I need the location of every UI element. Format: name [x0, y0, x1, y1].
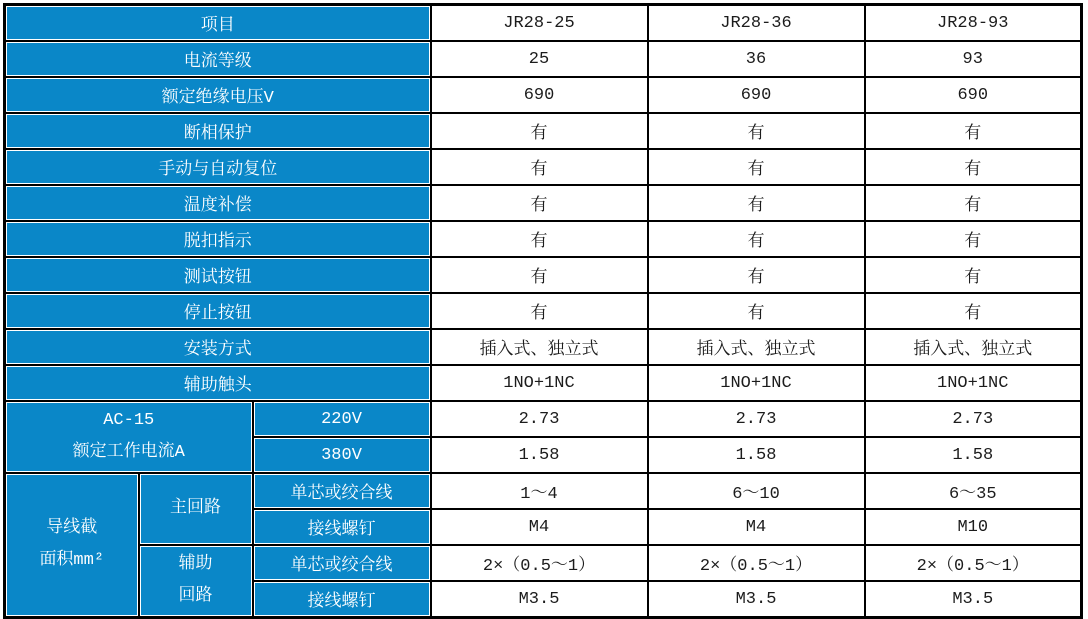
value-cell: 1.58: [865, 437, 1082, 473]
circuit-group-name: 主回路: [170, 499, 221, 518]
value-cell: 6～10: [648, 473, 865, 509]
value-cell: 有: [648, 257, 865, 293]
value-cell: 有: [431, 113, 648, 149]
value-cell: 有: [431, 293, 648, 329]
wire-type-cell: 接线螺钉: [253, 581, 431, 618]
row-label-cell: 脱扣指示: [5, 221, 431, 257]
value-cell: 2.73: [648, 401, 865, 437]
conductor-label-line1: 导线截: [46, 519, 98, 538]
row-label-cell: 停止按钮: [5, 293, 431, 329]
value-cell: 有: [648, 149, 865, 185]
row-label-cell: 测试按钮: [5, 257, 431, 293]
value-cell: 有: [865, 149, 1082, 185]
value-cell: 690: [431, 77, 648, 113]
value-cell: 1NO+1NC: [648, 365, 865, 401]
value-cell: 有: [431, 221, 648, 257]
row-label-cell: 温度补偿: [5, 185, 431, 221]
value-cell: 1.58: [431, 437, 648, 473]
table-row: [5, 185, 1082, 221]
wire-type-cell: 单芯或绞合线: [253, 545, 431, 581]
value-cell: 2×（0.5～1）: [865, 545, 1082, 581]
spec-table: [3, 3, 1083, 619]
value-cell: 2.73: [431, 401, 648, 437]
value-cell: 690: [865, 77, 1082, 113]
value-cell: 6～35: [865, 473, 1082, 509]
table-row: [5, 545, 1082, 581]
table-row: [5, 293, 1082, 329]
value-cell: 690: [648, 77, 865, 113]
conductor-label-line2: 面积mm²: [39, 551, 105, 570]
table-row: [5, 41, 1082, 77]
value-cell: 1～4: [431, 473, 648, 509]
table-row: [5, 401, 1082, 437]
table-row: [5, 473, 1082, 509]
header-item-cell: 项目: [5, 5, 431, 42]
conductor-label-cell: [5, 473, 139, 618]
value-cell: 插入式、独立式: [648, 329, 865, 365]
value-cell: 有: [865, 185, 1082, 221]
table-row: [5, 221, 1082, 257]
value-cell: 有: [648, 113, 865, 149]
value-cell: M3.5: [648, 581, 865, 618]
row-label-cell: 额定绝缘电压V: [5, 77, 431, 113]
value-cell: 2.73: [865, 401, 1082, 437]
value-cell: M4: [431, 509, 648, 545]
model-header-cell: JR28-36: [648, 5, 865, 42]
circuit-group-cell: [139, 473, 253, 545]
value-cell: 有: [431, 257, 648, 293]
value-cell: 36: [648, 41, 865, 77]
circuit-group-cell: [139, 545, 253, 618]
table-row: [5, 77, 1082, 113]
table-row: [5, 149, 1082, 185]
wire-type-cell: 单芯或绞合线: [253, 473, 431, 509]
value-cell: 插入式、独立式: [431, 329, 648, 365]
value-cell: 有: [431, 149, 648, 185]
value-cell: 2×（0.5～1）: [431, 545, 648, 581]
value-cell: 有: [431, 185, 648, 221]
row-label-cell: 手动与自动复位: [5, 149, 431, 185]
ac15-label-line2: 额定工作电流A: [72, 443, 185, 462]
ac15-label-line1: AC-15: [103, 411, 155, 430]
row-label-cell: 电流等级: [5, 41, 431, 77]
value-cell: 2×（0.5～1）: [648, 545, 865, 581]
value-cell: 25: [431, 41, 648, 77]
header-row: [5, 5, 1082, 42]
table-row: [5, 257, 1082, 293]
value-cell: M10: [865, 509, 1082, 545]
wire-type-cell: 接线螺钉: [253, 509, 431, 545]
voltage-cell: 220V: [253, 401, 431, 437]
value-cell: 插入式、独立式: [865, 329, 1082, 365]
table-row: [5, 329, 1082, 365]
row-label-cell: 安装方式: [5, 329, 431, 365]
value-cell: 1.58: [648, 437, 865, 473]
model-header-cell: JR28-25: [431, 5, 648, 42]
value-cell: 有: [865, 113, 1082, 149]
circuit-group-name-line2: 回路: [178, 587, 213, 606]
ac15-label-cell: [5, 401, 253, 473]
circuit-group-name-line1: 辅助: [178, 555, 213, 574]
row-label-cell: 辅助触头: [5, 365, 431, 401]
value-cell: 有: [865, 257, 1082, 293]
voltage-cell: 380V: [253, 437, 431, 473]
value-cell: M4: [648, 509, 865, 545]
value-cell: 有: [648, 221, 865, 257]
table-row: [5, 365, 1082, 401]
value-cell: M3.5: [865, 581, 1082, 618]
value-cell: M3.5: [431, 581, 648, 618]
value-cell: 93: [865, 41, 1082, 77]
value-cell: 有: [648, 185, 865, 221]
value-cell: 1NO+1NC: [431, 365, 648, 401]
value-cell: 有: [648, 293, 865, 329]
table-row: [5, 113, 1082, 149]
value-cell: 有: [865, 221, 1082, 257]
model-header-cell: JR28-93: [865, 5, 1082, 42]
value-cell: 有: [865, 293, 1082, 329]
value-cell: 1NO+1NC: [865, 365, 1082, 401]
row-label-cell: 断相保护: [5, 113, 431, 149]
